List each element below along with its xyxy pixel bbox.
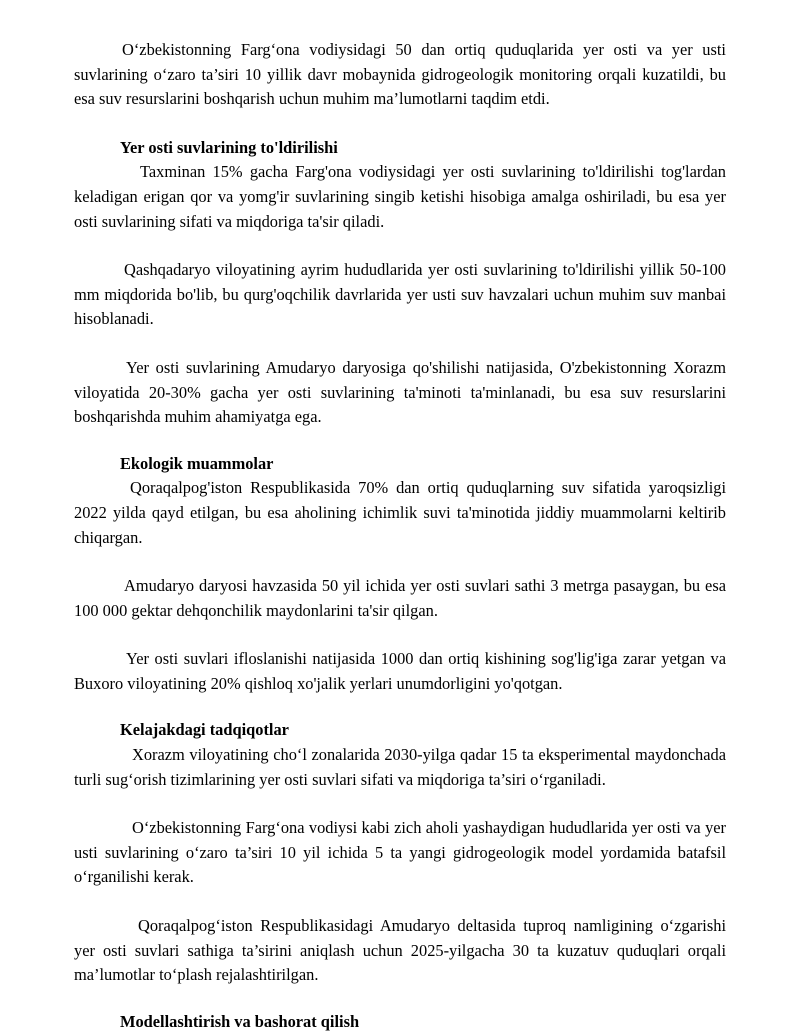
section-heading-modeling: Modellashtirish va bashorat qilish — [120, 1011, 360, 1031]
future-research-paragraph-2: O‘zbekistonning Farg‘ona vodiysi kabi zich aholi yashaydigan hududlarida yer osti va yer usti suvlarining o‘zaro ta’siri 10 yil ichida 5 ta yangi gidrogeologik model yordamida batafsil o‘rganilishi kerak. — [74, 818, 726, 887]
section-heading-future-research: Kelajakdagi tadqiqotlar — [120, 720, 289, 740]
document-page — [74, 38, 726, 1034]
recharge-paragraph-3: Yer osti suvlarining Amudaryo daryosiga qo'shilishi natijasida, O'zbekistonning Xorazm viloyatida 20-30% gacha yer osti suvlarining ta'minoti ta'minlanadi, bu esa suv resurslarini boshqarishda muhim ahamiyatga ega. — [74, 357, 726, 427]
section-heading-recharge: Yer osti suvlarining to'ldirilishi — [120, 137, 338, 157]
future-research-paragraph-3: Qoraqalpog‘iston Respublikasidagi Amudaryo deltasida tuproq namligining o‘zgarishi yer osti suvlari sathiga ta’sirini aniqlash uchun 2025-yilgacha 30 ta kuzatuv quduqlari orqali ma’lumotlar to‘plash rejalashtirilgan. — [74, 916, 726, 985]
ecology-paragraph-3: Yer osti suvlari ifloslanishi natijasida 1000 dan ortiq kishining sog'lig'iga zarar yetgan va Buxoro viloyatining 20% qishloq xo'jalik yerlari unumdorligini yo'qotgan. — [74, 649, 726, 693]
ecology-paragraph-2: Amudaryo daryosi havzasida 50 yil ichida yer osti suvlari sathi 3 metrga pasaygan, bu esa 100 000 gektar dehqonchilik maydonlarini ta'sir qilgan. — [74, 576, 726, 620]
section-heading-ecology: Ekologik muammolar — [120, 453, 274, 473]
recharge-paragraph-1: Taxminan 15% gacha Farg'ona vodiysidagi yer osti suvlarining to'ldirilishi tog'lardan keladigan erigan qor va yomg'ir suvlarining singib ketishi hisobiga amalga oshiriladi, bu esa yer osti suvlarining sifati va miqdoriga ta'sir qiladi. — [74, 162, 726, 231]
ecology-paragraph-1: Qoraqalpog'iston Respublikasida 70% dan ortiq quduqlarning suv sifatida yaroqsizligi 2022 yilda qayd etilgan, bu esa aholining ichimlik suvi ta'minotida jiddiy muammolarni keltirib chiqargan. — [74, 478, 726, 547]
future-research-paragraph-1: Xorazm viloyatining cho‘l zonalarida 2030-yilga qadar 15 ta eksperimental maydonchada turli sug‘orish tizimlarining yer osti suvlari sifati va miqdoriga ta’siri o‘rganiladi. — [74, 745, 726, 789]
intro-paragraph: O‘zbekistonning Farg‘ona vodiysidagi 50 dan ortiq quduqlarida yer osti va yer usti suvlarining o‘zaro ta’siri 10 yillik davr mobaynida gidrogeologik monitoring orqali kuzatildi, bu esa suv resurslarini boshqarish uchun muhim ma’lumotlarni taqdim etdi. — [74, 40, 726, 109]
recharge-paragraph-2: Qashqadaryo viloyatining ayrim hududlarida yer osti suvlarining to'ldirilishi yillik 50-100 mm miqdorida bo'lib, bu qurg'oqchilik davrlarida yer usti suv havzalari uchun muhim suv manbai hisoblanadi. — [74, 260, 726, 329]
